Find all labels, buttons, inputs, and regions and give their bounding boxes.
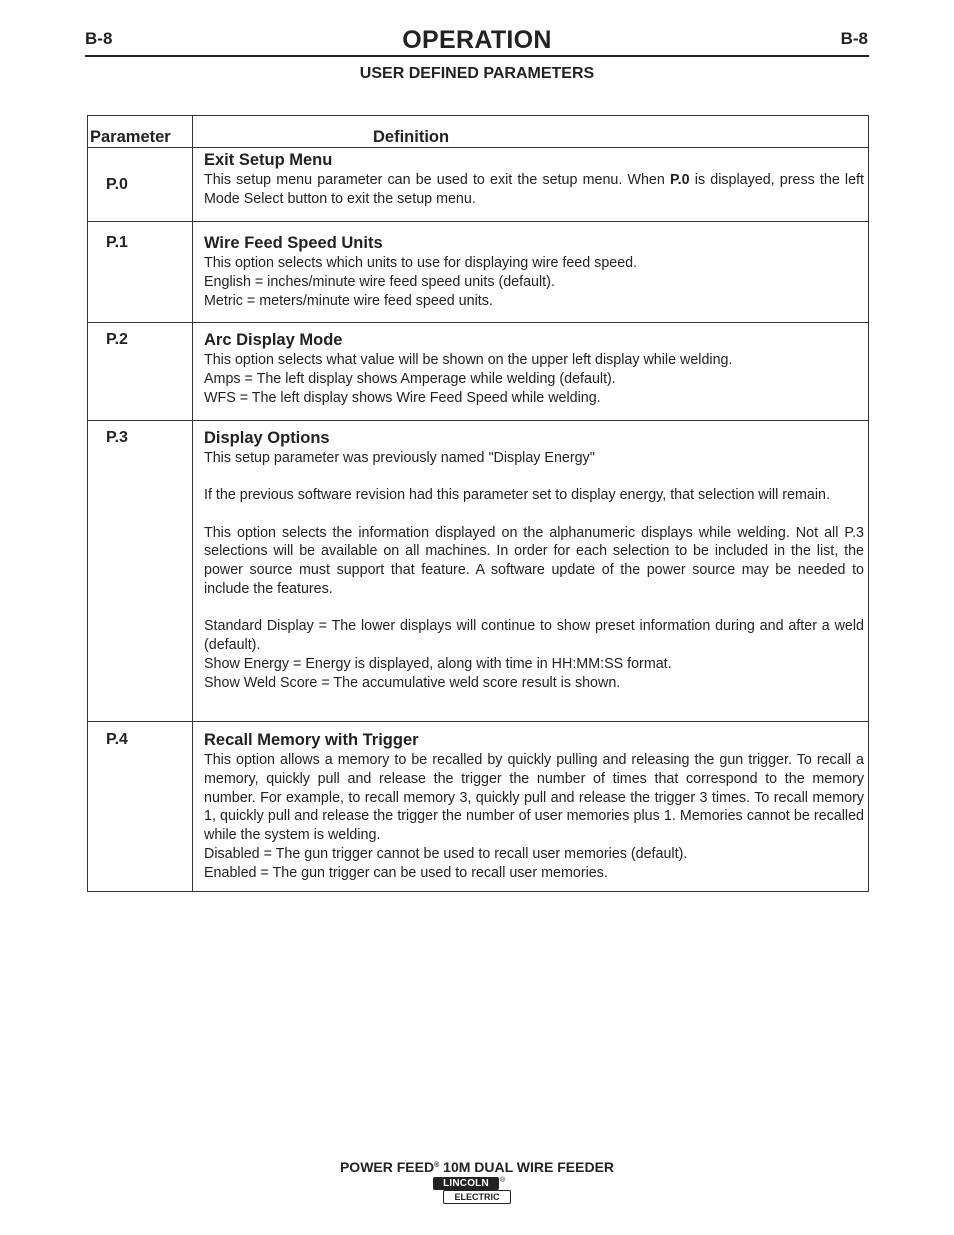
definition-line: This option selects which units to use for displaying wire feed speed. bbox=[204, 255, 638, 271]
definition-paragraph: Standard Display = The lower displays will continue to show preset information during and after a weld (default). bbox=[204, 618, 864, 654]
definition-line: WFS = The left display shows Wire Feed Speed while welding. bbox=[204, 389, 601, 406]
parameter-code: P.3 bbox=[88, 421, 193, 722]
definition-paragraph: This option allows a memory to be recalled by quickly pulling and releasing the gun trigger. To recall a memory, quickly pull and release the trigger the number of times that correspond to the memory number. For example, to recall memory 3, quickly pull and release the trigger 3 times. To recall memory 1, quickly pull and release the trigger the number of user memories plus 1. Memories cannot be recalled while the system is welding. bbox=[204, 752, 864, 844]
header-rule bbox=[85, 55, 869, 57]
parameter-definition bbox=[193, 323, 869, 421]
table-row bbox=[88, 421, 869, 722]
table-header-row bbox=[88, 116, 869, 148]
parameter-definition bbox=[193, 148, 869, 222]
footer-product-name: POWER FEED® 10M DUAL WIRE FEEDER bbox=[339, 1159, 615, 1175]
definition-line: English = inches/minute wire feed speed units (default). bbox=[204, 273, 555, 290]
definition-line: Enabled = The gun trigger can be used to recall user memories. bbox=[204, 864, 608, 881]
parameter-definition bbox=[193, 722, 869, 892]
definition-text: This setup menu parameter can be used to exit the setup menu. When P.0 is displayed, press the left Mode Select button to exit the setup menu. bbox=[204, 172, 864, 207]
definition-title: Display Options bbox=[204, 429, 330, 447]
definition-line: This option selects what value will be shown on the upper left display while welding. bbox=[204, 352, 733, 368]
definition-paragraph: This option selects the information displayed on the alphanumeric displays while welding. Not all P.3 selections will be available on all machines. In order for each selection to be included in the list, the power source must support that feature. A software update of the power source may be needed to include the features. bbox=[204, 524, 864, 597]
column-header-definition: Definition bbox=[193, 116, 869, 148]
table-row bbox=[88, 323, 869, 421]
definition-line: This setup parameter was previously named "Display Energy" bbox=[204, 450, 595, 466]
table-row bbox=[88, 148, 869, 222]
definition-title: Recall Memory with Trigger bbox=[204, 731, 419, 749]
parameter-definition bbox=[193, 222, 869, 323]
section-title: OPERATION bbox=[402, 26, 552, 54]
parameter-code: P.0 bbox=[88, 148, 193, 222]
parameter-code: P.4 bbox=[88, 722, 193, 892]
definition-line: Show Energy = Energy is displayed, along with time in HH:MM:SS format. bbox=[204, 655, 672, 672]
page-code-right: B-8 bbox=[840, 29, 868, 48]
parameter-code: P.2 bbox=[88, 323, 193, 421]
table-row bbox=[88, 722, 869, 892]
definition-paragraph: If the previous software revision had this parameter set to display energy, that selection will remain. bbox=[204, 487, 830, 504]
logo-registered-mark: ® bbox=[500, 1177, 506, 1184]
page-subtitle: USER DEFINED PARAMETERS bbox=[359, 65, 595, 82]
parameter-definition bbox=[193, 421, 869, 722]
definition-line: Disabled = The gun trigger cannot be used to recall user memories (default). bbox=[204, 845, 688, 862]
logo-top-text: LINCOLN bbox=[433, 1177, 499, 1190]
definition-title: Arc Display Mode bbox=[204, 331, 343, 349]
parameters-table bbox=[87, 115, 869, 892]
definition-line: Amps = The left display shows Amperage while welding (default). bbox=[204, 370, 616, 387]
lincoln-electric-logo bbox=[433, 1177, 513, 1205]
definition-title: Exit Setup Menu bbox=[204, 151, 333, 169]
definition-line: Show Weld Score = The accumulative weld score result is shown. bbox=[204, 674, 621, 691]
definition-line: Metric = meters/minute wire feed speed units. bbox=[204, 292, 493, 309]
column-header-parameter: Parameter bbox=[88, 116, 193, 148]
logo-bottom-text: ELECTRIC bbox=[443, 1190, 511, 1204]
definition-title: Wire Feed Speed Units bbox=[204, 234, 383, 252]
table-row bbox=[88, 222, 869, 323]
page-code-left: B-8 bbox=[85, 29, 113, 48]
parameter-code: P.1 bbox=[88, 222, 193, 323]
